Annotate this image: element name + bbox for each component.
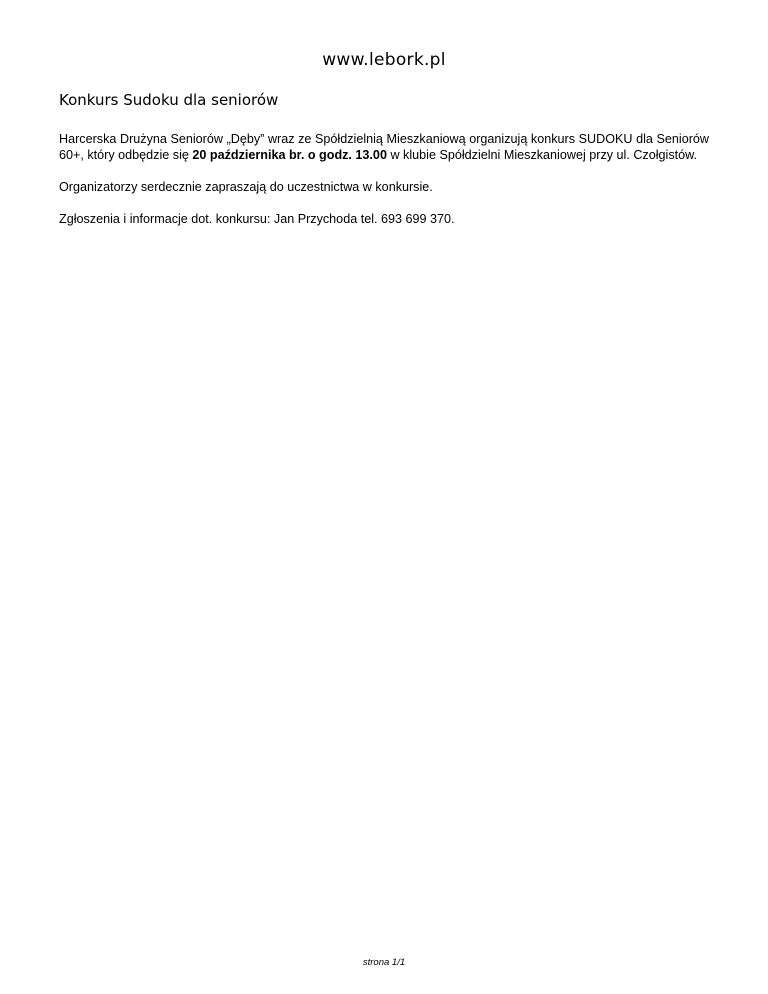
paragraph-invitation: Organizatorzy serdecznie zapraszają do uczestnictwa w konkursie.: [59, 180, 433, 194]
paragraph-contact: Zgłoszenia i informacje dot. konkursu: Jan Przychoda tel. 693 699 370.: [59, 212, 455, 226]
event-date-time: 20 października br. o godz. 13.00: [192, 148, 387, 162]
paragraph-announcement: [59, 131, 709, 163]
article-body: [59, 131, 709, 243]
site-header: www.lebork.pl: [322, 50, 446, 70]
announcement-text-end: w klubie Spółdzielni Mieszkaniowej przy ul. Czołgistów.: [386, 148, 698, 162]
announcement-text-start: Harcerska Drużyna Seniorów „Dęby” wraz ze Spółdzielnią Mieszkaniową organizują konkurs SUDOKU dla Seniorów 60+, który odbędzie się: [59, 132, 709, 162]
page-number: strona 1/1: [362, 957, 406, 968]
article-title: Konkurs Sudoku dla seniorów: [59, 91, 279, 109]
